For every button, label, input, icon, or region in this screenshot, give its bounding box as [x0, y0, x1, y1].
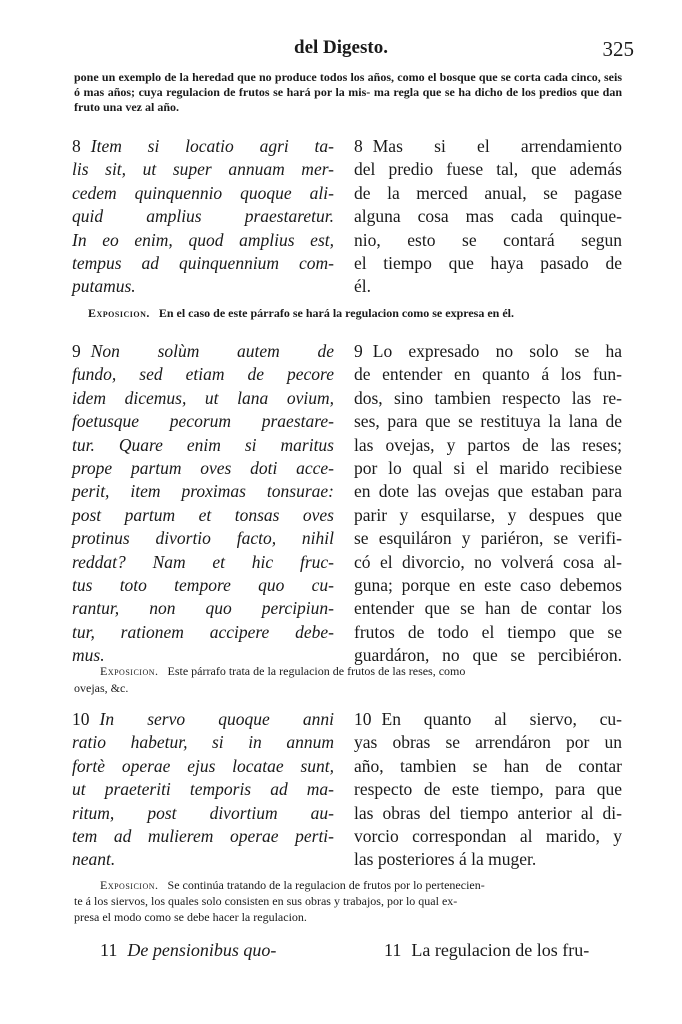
section-10-spanish — [354, 708, 622, 872]
running-header — [0, 34, 682, 64]
spanish-line: nio, esto se contará segun — [354, 229, 622, 250]
latin-line: tus toto tempore quo cu- — [72, 574, 334, 595]
section-number: 8 — [72, 136, 81, 156]
spanish-line: En quanto al siervo, cu- — [381, 709, 622, 729]
spanish-line: las posteriores á la muger. — [354, 849, 537, 870]
spanish-line: yas obras se arrendáron por un — [354, 732, 622, 753]
latin-line: lis sit, ut super annuam mer- — [72, 159, 334, 180]
latin-line: fortè operae ejus locatae sunt, — [72, 755, 334, 776]
spanish-line: có el divorcio, no volverá cosa al- — [354, 551, 622, 572]
section-number: 8 — [354, 136, 363, 156]
latin-line: reddat? Nam et hic fruc- — [72, 551, 334, 572]
latin-line: ritum, post divortium au- — [72, 802, 334, 823]
exposicion-text: te á los siervos, los quales solo consisten en sus obras y trabajos, por lo qual ex- — [74, 894, 458, 908]
exposicion-10-cont — [74, 894, 622, 909]
intro-note-line: se corta cada cinco, seis ó mas años; cuya regulacion de frutos se hará por la mis- — [74, 70, 623, 99]
spanish-line: La regulacion de los fru- — [411, 940, 590, 960]
spanish-line: vorcio correspondan al marido, y — [354, 825, 622, 846]
latin-line: post partum et tonsas oves — [72, 504, 334, 525]
latin-line: protinus divortio facto, nihil — [72, 528, 334, 549]
latin-line: idem dicemus, ut lana ovium, — [72, 387, 334, 408]
spanish-line: parir y esquilarse, y despues que — [354, 504, 622, 525]
section-number: 9 — [72, 341, 81, 361]
exposicion-9-cont — [74, 681, 622, 696]
latin-line: tur, rationem accipere debe- — [72, 621, 334, 642]
spanish-line: año, tambien se han de contar — [354, 755, 622, 776]
latin-line: prope partum oves doti acce- — [72, 457, 334, 478]
spanish-line: ses, para que se restituya la lana de — [354, 411, 622, 432]
exposicion-label: Exposicion. — [100, 878, 159, 892]
latin-line: Item si locatio agri ta- — [90, 136, 334, 156]
spanish-line: el tiempo que haya pasado de — [354, 252, 622, 273]
spanish-line: Mas si el arrendamiento — [372, 136, 622, 156]
exposicion-text: Este párrafo trata de la regulacion de frutos de las reses, como — [167, 664, 466, 678]
exposicion-text: En el caso de este párrafo se hará la regulacion como se expresa en él. — [158, 306, 515, 320]
section-number: 11 — [100, 940, 118, 960]
spanish-line: frutos de todo el tiempo que se — [354, 621, 622, 642]
section-11-latin-start — [100, 940, 276, 961]
latin-line: ut praeteriti temporis ad ma- — [72, 779, 334, 800]
latin-line: putamus. — [72, 276, 136, 297]
latin-line: rantur, non quo percipiun- — [72, 598, 334, 619]
page-title: del Digesto. — [294, 37, 388, 58]
spanish-line: Lo expresado no solo se ha — [372, 341, 622, 361]
section-number: 11 — [384, 940, 402, 960]
exposicion-8 — [88, 306, 622, 321]
spanish-line: guardáron, no que se percibiéron. — [354, 645, 622, 666]
intro-note-line: pone un exemplo de la heredad que no produce todos los años, como el bosque que — [74, 70, 498, 84]
section-8-spanish — [354, 135, 622, 299]
spanish-line: alguna cosa mas cada quinque- — [354, 206, 622, 227]
spanish-line: las ovejas, y partos de las reses; — [354, 434, 622, 455]
exposicion-label: Exposicion. — [100, 664, 159, 678]
spanish-line: respecto de este tiempo, para que — [354, 779, 622, 800]
latin-line: ratio habetur, si in annum — [72, 732, 334, 753]
section-number: 9 — [354, 341, 363, 361]
section-8-latin — [72, 135, 334, 299]
exposicion-text: presa el modo como se debe hacer la regulacion. — [74, 910, 307, 924]
exposicion-10 — [100, 878, 622, 893]
exposicion-text: Se continúa tratando de la regulacion de frutos por lo pertenecien- — [167, 878, 485, 892]
latin-line: neant. — [72, 849, 116, 870]
section-10-latin — [72, 708, 334, 872]
spanish-line: de entender en quanto á los fun- — [354, 364, 622, 385]
exposicion-9 — [100, 664, 622, 679]
latin-line: In eo enim, quod amplius est, — [72, 229, 334, 250]
latin-line: tem ad mulierem operae perti- — [72, 825, 334, 846]
spanish-line: guna; porque en este caso debemos — [354, 574, 622, 595]
section-number: 10 — [354, 709, 372, 729]
latin-line: quid amplius praestaretur. — [72, 206, 334, 227]
spanish-line: por lo qual si el marido recibiese — [354, 457, 622, 478]
latin-line: Non solùm autem de — [90, 341, 334, 361]
section-number: 10 — [72, 709, 90, 729]
spanish-line: dos, sino tambien respecto las re- — [354, 387, 622, 408]
spanish-line: se esquiláron y pariéron, se verifi- — [354, 528, 622, 549]
latin-line: cedem quinquennio quoque ali- — [72, 182, 334, 203]
section-9-spanish — [354, 340, 622, 667]
section-11-spanish-start — [384, 940, 589, 961]
spanish-line: en dote las ovejas que estaban para — [354, 481, 622, 502]
spanish-line: entender que se han de contar los — [354, 598, 622, 619]
latin-line: De pensionibus quo- — [127, 940, 277, 960]
spanish-line: las obras del tiempo anterior al di- — [354, 802, 622, 823]
section-9-latin — [72, 340, 334, 667]
exposicion-10-cont — [74, 910, 622, 925]
latin-line: tempus ad quinquennium com- — [72, 252, 334, 273]
latin-line: foetusque pecorum praestare- — [72, 411, 334, 432]
intro-note — [74, 70, 622, 115]
latin-line: In servo quoque anni — [99, 709, 334, 729]
intro-note-line: ma regla que se ha dicho de los predios que dan fruto una vez al año. — [74, 85, 623, 114]
exposicion-label: Exposicion. — [88, 306, 150, 320]
spanish-line: del predio fuese tal, que además — [354, 159, 622, 180]
latin-line: perit, item proximas tonsurae: — [72, 481, 334, 502]
latin-line: fundo, sed etiam de pecore — [72, 364, 334, 385]
page-number: 325 — [602, 37, 634, 61]
spanish-line: de la merced anual, se pagase — [354, 182, 622, 203]
exposicion-text: ovejas, &c. — [74, 681, 129, 695]
latin-line: tur. Quare enim si maritus — [72, 434, 334, 455]
spanish-line: él. — [354, 276, 372, 297]
latin-line: mus. — [72, 645, 105, 666]
